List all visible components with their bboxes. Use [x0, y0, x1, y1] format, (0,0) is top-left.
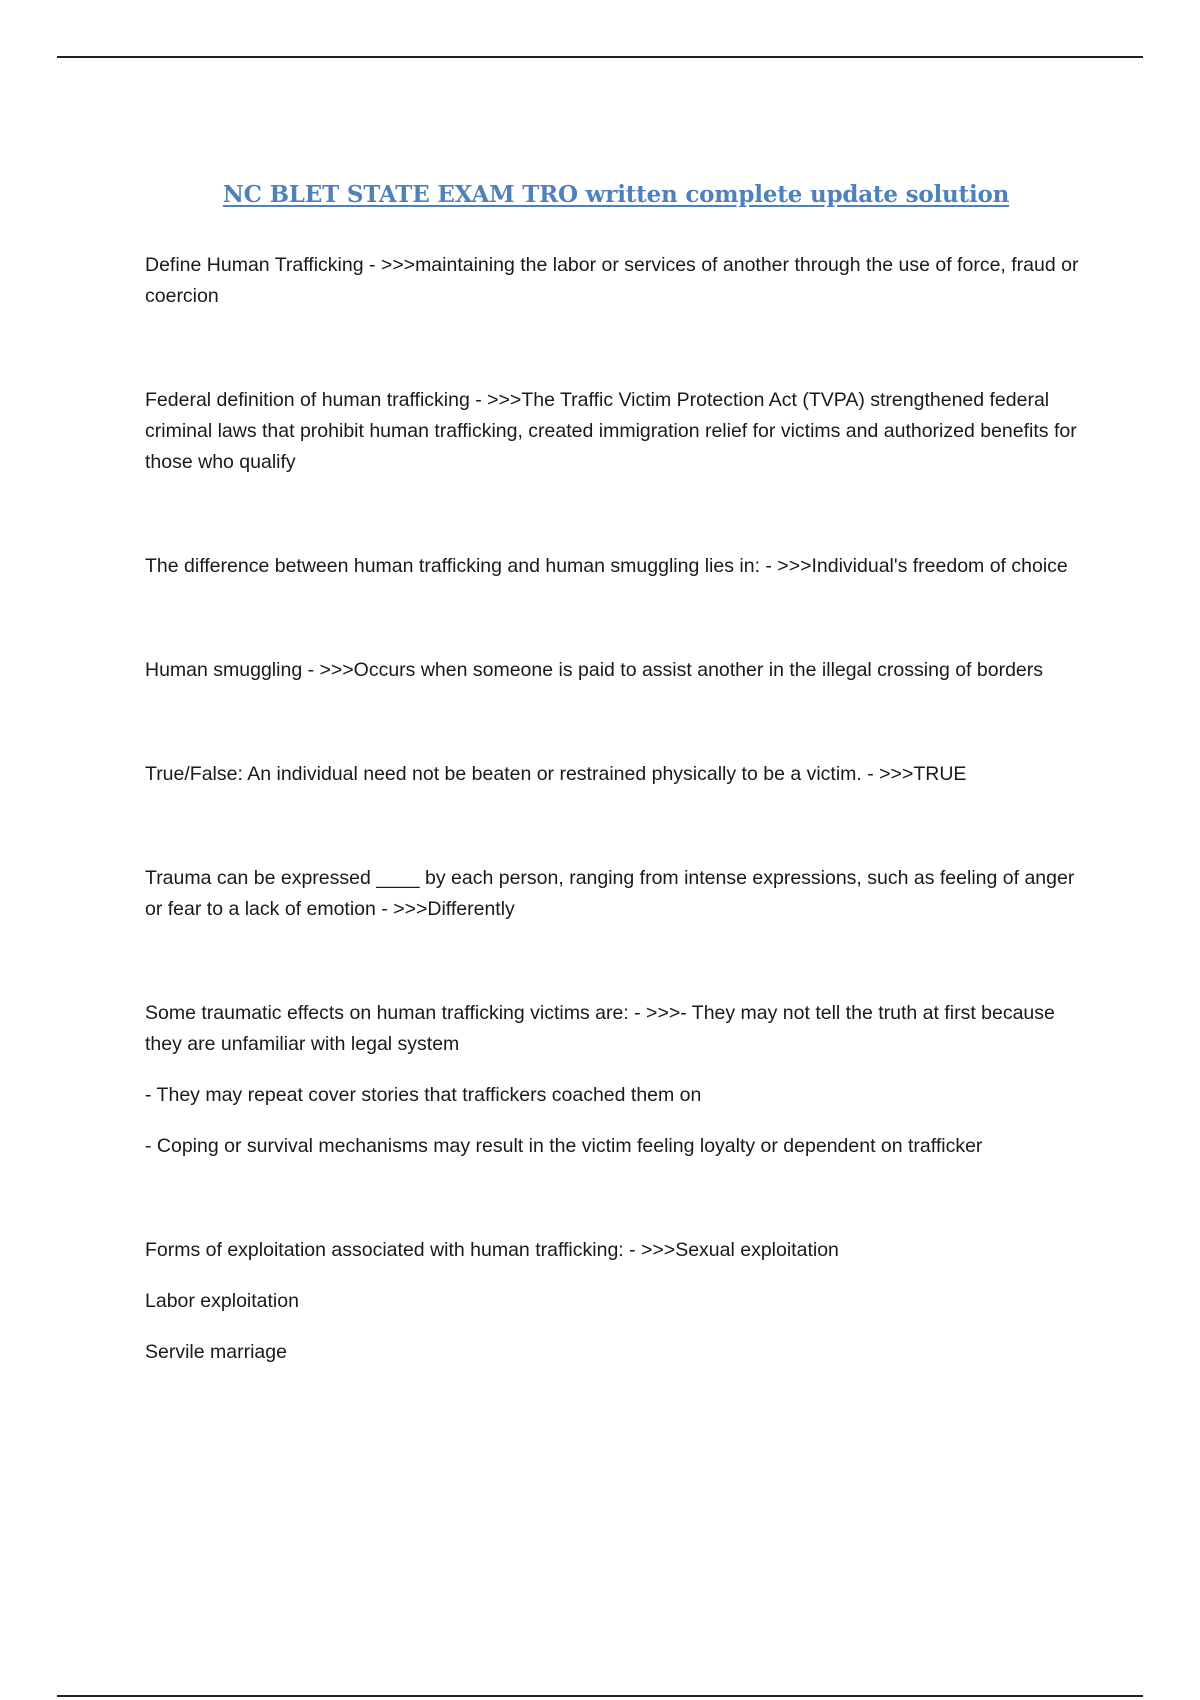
entry-text: True/False: An individual need not be beaten or restrained physically to be a victim. - >>>TRUE: [145, 763, 967, 785]
entry-text: Define Human Trafficking - >>>maintaining the labor or services of another through the use of force, fraud or coercion: [145, 254, 1079, 307]
entry-text: Forms of exploitation associated with human trafficking: - >>>Sexual exploitation: [145, 1239, 839, 1261]
document-title: NC BLET STATE EXAM TRO written complete update solution: [222, 181, 1010, 209]
entry-text: Some traumatic effects on human trafficking victims are: - >>>- They may not tell the truth at first because they are unfamiliar with legal system: [145, 1002, 1055, 1055]
entry-trauma-expression: [145, 863, 1090, 925]
entry-true-false-victim: [145, 759, 1090, 790]
entry-text: Servile marriage: [145, 1341, 287, 1363]
entry-federal-definition: [145, 385, 1090, 478]
entry-trafficking-vs-smuggling: [145, 551, 1090, 582]
entry-text: Human smuggling - >>>Occurs when someone is paid to assist another in the illegal crossing of borders: [145, 659, 1044, 681]
entry-text: - Coping or survival mechanisms may result in the victim feeling loyalty or dependent on trafficker: [145, 1135, 983, 1157]
document-body: [145, 250, 1090, 1441]
entry-text: Federal definition of human trafficking - >>>The Traffic Victim Protection Act (TVPA) strengthened federal criminal laws that prohibit human trafficking, created immigration relief for victims and authorized benefits for those who qualify: [145, 389, 1077, 473]
entry-human-smuggling: [145, 655, 1090, 686]
entry-text: The difference between human trafficking and human smuggling lies in: - >>>Individual's freedom of choice: [145, 555, 1068, 577]
entry-text: Trauma can be expressed ____ by each person, ranging from intense expressions, such as feeling of anger or fear to a lack of emotion - >>>Differently: [145, 867, 1075, 920]
bottom-rule: [57, 1695, 1143, 1697]
entry-text: Labor exploitation: [145, 1290, 299, 1312]
entry-traumatic-effects: [145, 998, 1090, 1162]
entry-text: - They may repeat cover stories that traffickers coached them on: [145, 1084, 702, 1106]
entry-define-human-trafficking: [145, 250, 1090, 312]
top-rule: [57, 56, 1143, 58]
entry-forms-of-exploitation: [145, 1235, 1090, 1368]
